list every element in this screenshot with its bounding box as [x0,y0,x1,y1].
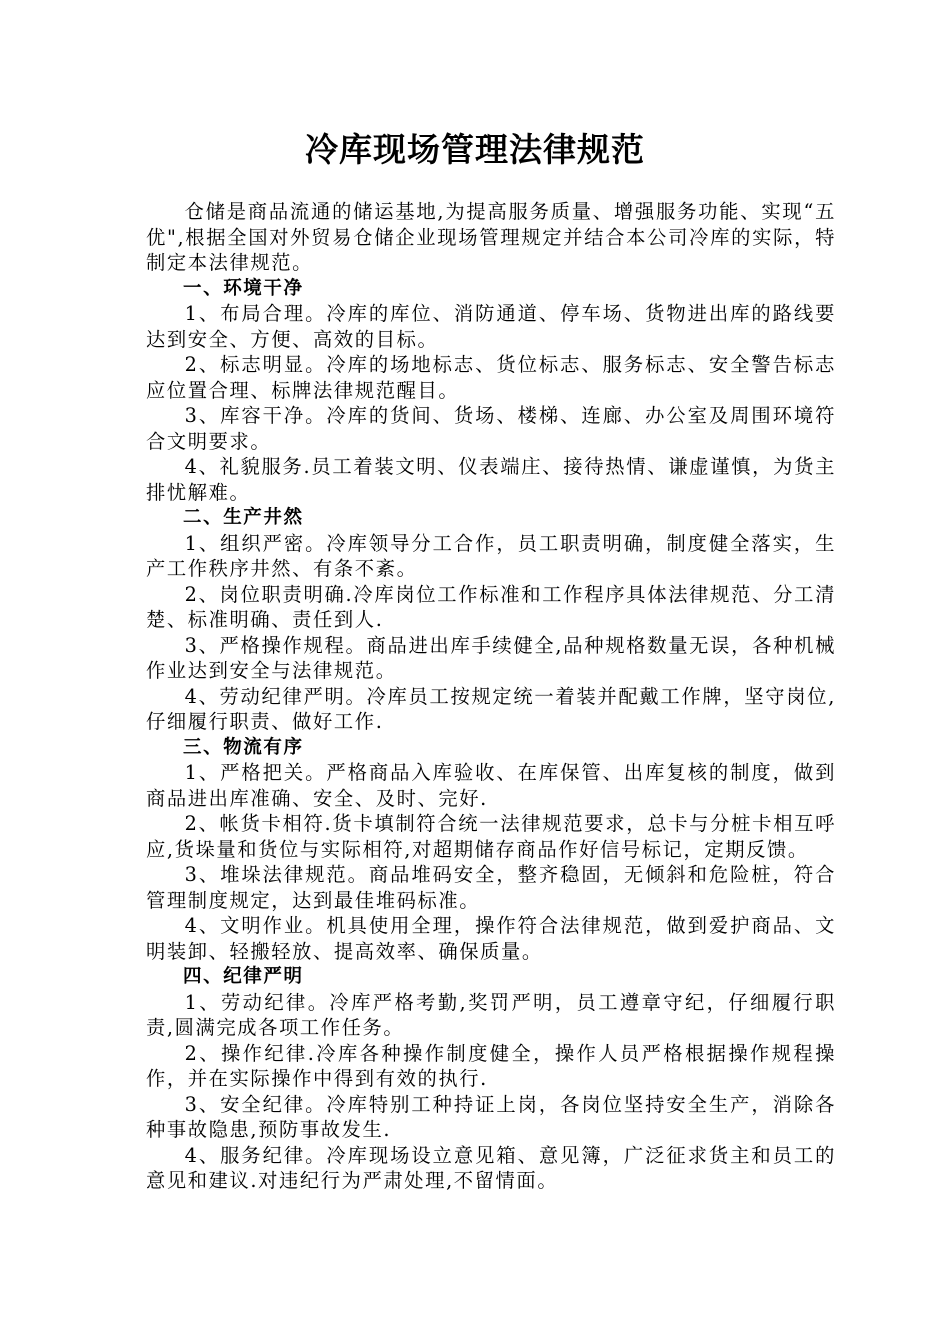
section-1-item-1: 1、布局合理。冷库的库位、消防通道、停车场、货物进出库的路线要达到安全、方便、高效的目标。 [146,302,836,351]
section-heading-environment: 一、环境干净 [183,277,304,299]
section-4-item-1: 1、劳动纪律。冷库严格考勤,奖罚严明，员工遵章守纪，仔细履行职责,圆满完成各项工作任务。 [146,990,836,1039]
section-1-item-4: 4、礼貌服务.员工着装文明、仪表端庄、接待热情、谦虚谨慎，为货主排忧解难。 [146,455,836,504]
section-1-item-2: 2、标志明显。冷库的场地标志、货位标志、服务标志、安全警告标志应位置合理、标牌法律规范醒目。 [146,353,836,402]
section-2-item-2: 2、岗位职责明确.冷库岗位工作标准和工作程序具体法律规范、分工清楚、标准明确、责任到人. [146,582,836,631]
section-2-item-3: 3、严格操作规程。商品进出库手续健全,品种规格数量无误，各种机械作业达到安全与法律规范。 [146,633,836,682]
intro-paragraph: 仓储是商品流通的储运基地,为提高服务质量、增强服务功能、实现“五优",根据全国对外贸易仓储企业现场管理规定并结合本公司冷库的实际，特制定本法律规范。 [146,200,836,274]
section-heading-discipline: 四、纪律严明 [183,966,304,987]
section-3-item-2: 2、帐货卡相符.货卡填制符合统一法律规范要求，总卡与分桩卡相互呼应,货垛量和货位与实际相符,对超期储存商品作好信号标记，定期反馈。 [146,812,836,861]
section-1-item-3: 3、库容干净。冷库的货间、货场、楼梯、连廊、办公室及周围环境符合文明要求。 [146,404,836,453]
section-3-item-4: 4、文明作业。机具使用全理，操作符合法律规范，做到爱护商品、文明装卸、轻搬轻放、提高效率、确保质量。 [146,914,836,963]
section-2-item-1: 1、组织严密。冷库领导分工合作，员工职责明确，制度健全落实，生产工作秩序井然、有条不紊。 [146,531,836,580]
section-4-item-2: 2、操作纪律.冷库各种操作制度健全，操作人员严格根据操作规程操作，并在实际操作中得到有效的执行. [146,1041,836,1090]
document-body [146,199,836,1194]
section-3-item-3: 3、堆垛法律规范。商品堆码安全，整齐稳固，无倾斜和危险桩，符合管理制度规定，达到最佳堆码标准。 [146,863,836,912]
section-4-item-4: 4、服务纪律。冷库现场设立意见箱、意见簿，广泛征求货主和员工的意见和建议.对违纪行为严肃处理,不留情面。 [146,1143,836,1192]
section-2-item-4: 4、劳动纪律严明。冷库员工按规定统一着装并配戴工作牌，坚守岗位,仔细履行职责、做好工作. [146,684,836,733]
section-heading-logistics: 三、物流有序 [183,736,304,758]
section-heading-production: 二、生产井然 [183,507,304,528]
section-4-item-3: 3、安全纪律。冷库特别工种持证上岗，各岗位坚持安全生产，消除各种事故隐患,预防事故发生. [146,1092,836,1141]
section-3-item-1: 1、严格把关。严格商品入库验收、在库保管、出库复核的制度，做到商品进出库准确、安全、及时、完好. [146,761,836,810]
document-title: 冷库现场管理法律规范 [305,130,645,169]
